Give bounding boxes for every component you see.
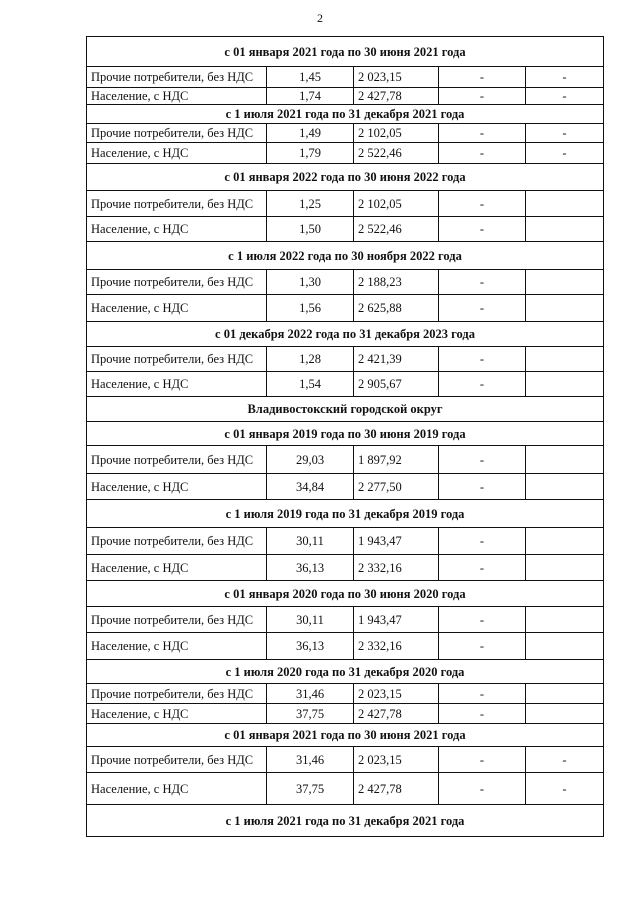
table-row: [87, 773, 604, 805]
price-cell: 2 427,78: [354, 88, 439, 105]
consumer-cell: Прочие потребители, без НДС: [87, 270, 267, 295]
consumer-cell: Население, с НДС: [87, 295, 267, 322]
period-header: с 01 января 2020 года по 30 июня 2020 года: [87, 581, 604, 607]
consumer-cell: Население, с НДС: [87, 773, 267, 805]
coefficient-cell: 1,56: [267, 295, 354, 322]
dash-cell: -: [526, 747, 604, 773]
price-cell: 2 522,46: [354, 143, 439, 164]
dash-cell: -: [439, 143, 526, 164]
dash-cell: -: [526, 143, 604, 164]
coefficient-cell: 37,75: [267, 773, 354, 805]
dash-cell: -: [439, 88, 526, 105]
table-row: [87, 372, 604, 397]
coefficient-cell: 1,30: [267, 270, 354, 295]
table-row: [87, 67, 604, 88]
price-cell: 2 023,15: [354, 747, 439, 773]
coefficient-cell: 31,46: [267, 684, 354, 704]
period-header: с 1 июля 2022 года по 30 ноября 2022 года: [87, 242, 604, 270]
table-row: [87, 295, 604, 322]
period-header-row: [87, 581, 604, 607]
dash-cell: [526, 528, 604, 555]
dash-cell: -: [439, 607, 526, 633]
price-cell: 1 943,47: [354, 528, 439, 555]
price-cell: 2 023,15: [354, 684, 439, 704]
dash-cell: [526, 555, 604, 581]
period-header: Владивостокский городской округ: [87, 397, 604, 422]
coefficient-cell: 29,03: [267, 446, 354, 474]
table-row: [87, 474, 604, 500]
dash-cell: [526, 607, 604, 633]
price-cell: 2 332,16: [354, 555, 439, 581]
coefficient-cell: 1,74: [267, 88, 354, 105]
coefficient-cell: 1,45: [267, 67, 354, 88]
consumer-cell: Население, с НДС: [87, 88, 267, 105]
table-row: [87, 747, 604, 773]
period-header-row: [87, 500, 604, 528]
table-row: [87, 555, 604, 581]
dash-cell: -: [439, 704, 526, 724]
dash-cell: -: [439, 124, 526, 143]
period-header: с 1 июля 2020 года по 31 декабря 2020 года: [87, 660, 604, 684]
consumer-cell: Население, с НДС: [87, 372, 267, 397]
dash-cell: -: [439, 773, 526, 805]
table-row: [87, 704, 604, 724]
price-cell: 2 023,15: [354, 67, 439, 88]
coefficient-cell: 31,46: [267, 747, 354, 773]
dash-cell: -: [439, 270, 526, 295]
period-header: с 01 января 2021 года по 30 июня 2021 года: [87, 37, 604, 67]
dash-cell: [526, 684, 604, 704]
table-row: [87, 217, 604, 242]
dash-cell: [526, 474, 604, 500]
dash-cell: -: [439, 474, 526, 500]
price-cell: 2 102,05: [354, 191, 439, 217]
price-cell: 2 625,88: [354, 295, 439, 322]
dash-cell: [526, 446, 604, 474]
dash-cell: -: [439, 217, 526, 242]
dash-cell: [526, 347, 604, 372]
price-cell: 1 897,92: [354, 446, 439, 474]
period-header-row: [87, 37, 604, 67]
table-row: [87, 88, 604, 105]
price-cell: 2 188,23: [354, 270, 439, 295]
price-cell: 2 427,78: [354, 773, 439, 805]
table-row: [87, 347, 604, 372]
price-cell: 2 522,46: [354, 217, 439, 242]
table-row: [87, 143, 604, 164]
dash-cell: -: [439, 633, 526, 660]
dash-cell: [526, 704, 604, 724]
consumer-cell: Прочие потребители, без НДС: [87, 124, 267, 143]
coefficient-cell: 36,13: [267, 633, 354, 660]
period-header-row: [87, 242, 604, 270]
dash-cell: [526, 191, 604, 217]
consumer-cell: Прочие потребители, без НДС: [87, 684, 267, 704]
consumer-cell: Прочие потребители, без НДС: [87, 67, 267, 88]
consumer-cell: Прочие потребители, без НДС: [87, 747, 267, 773]
dash-cell: -: [526, 773, 604, 805]
table-row: [87, 528, 604, 555]
period-header: с 1 июля 2021 года по 31 декабря 2021 года: [87, 805, 604, 837]
price-cell: 2 102,05: [354, 124, 439, 143]
consumer-cell: Прочие потребители, без НДС: [87, 446, 267, 474]
coefficient-cell: 1,25: [267, 191, 354, 217]
dash-cell: -: [439, 555, 526, 581]
coefficient-cell: 30,11: [267, 607, 354, 633]
consumer-cell: Население, с НДС: [87, 633, 267, 660]
consumer-cell: Прочие потребители, без НДС: [87, 607, 267, 633]
price-cell: 2 421,39: [354, 347, 439, 372]
dash-cell: [526, 217, 604, 242]
consumer-cell: Население, с НДС: [87, 474, 267, 500]
period-header-row: [87, 422, 604, 446]
coefficient-cell: 37,75: [267, 704, 354, 724]
period-header: с 01 января 2021 года по 30 июня 2021 года: [87, 724, 604, 747]
dash-cell: [526, 633, 604, 660]
table-row: [87, 684, 604, 704]
price-cell: 2 905,67: [354, 372, 439, 397]
coefficient-cell: 30,11: [267, 528, 354, 555]
period-header: с 1 июля 2019 года по 31 декабря 2019 года: [87, 500, 604, 528]
period-header-row: [87, 660, 604, 684]
tariff-table: [86, 36, 604, 837]
tariff-table-body: [87, 37, 604, 837]
table-row: [87, 191, 604, 217]
dash-cell: -: [439, 191, 526, 217]
dash-cell: -: [439, 295, 526, 322]
period-header-row: [87, 805, 604, 837]
consumer-cell: Прочие потребители, без НДС: [87, 528, 267, 555]
table-row: [87, 124, 604, 143]
dash-cell: -: [439, 347, 526, 372]
consumer-cell: Население, с НДС: [87, 143, 267, 164]
consumer-cell: Прочие потребители, без НДС: [87, 347, 267, 372]
coefficient-cell: 1,28: [267, 347, 354, 372]
period-header-row: [87, 322, 604, 347]
dash-cell: -: [439, 372, 526, 397]
table-row: [87, 633, 604, 660]
consumer-cell: Прочие потребители, без НДС: [87, 191, 267, 217]
coefficient-cell: 36,13: [267, 555, 354, 581]
period-header: с 01 декабря 2022 года по 31 декабря 2023 года: [87, 322, 604, 347]
period-header-row: [87, 724, 604, 747]
dash-cell: [526, 295, 604, 322]
dash-cell: -: [439, 747, 526, 773]
dash-cell: -: [439, 684, 526, 704]
dash-cell: -: [526, 124, 604, 143]
coefficient-cell: 1,54: [267, 372, 354, 397]
dash-cell: -: [439, 528, 526, 555]
dash-cell: -: [526, 67, 604, 88]
price-cell: 1 943,47: [354, 607, 439, 633]
table-row: [87, 607, 604, 633]
coefficient-cell: 1,50: [267, 217, 354, 242]
consumer-cell: Население, с НДС: [87, 704, 267, 724]
coefficient-cell: 34,84: [267, 474, 354, 500]
table-row: [87, 270, 604, 295]
consumer-cell: Население, с НДС: [87, 217, 267, 242]
coefficient-cell: 1,79: [267, 143, 354, 164]
dash-cell: -: [526, 88, 604, 105]
coefficient-cell: 1,49: [267, 124, 354, 143]
price-cell: 2 332,16: [354, 633, 439, 660]
period-header: с 01 января 2019 года по 30 июня 2019 года: [87, 422, 604, 446]
period-header-row: [87, 105, 604, 124]
period-header-row: [87, 397, 604, 422]
dash-cell: [526, 372, 604, 397]
page-number: 2: [317, 11, 323, 25]
dash-cell: -: [439, 446, 526, 474]
price-cell: 2 277,50: [354, 474, 439, 500]
period-header: с 01 января 2022 года по 30 июня 2022 года: [87, 164, 604, 191]
table-row: [87, 446, 604, 474]
period-header: с 1 июля 2021 года по 31 декабря 2021 года: [87, 105, 604, 124]
price-cell: 2 427,78: [354, 704, 439, 724]
period-header-row: [87, 164, 604, 191]
consumer-cell: Население, с НДС: [87, 555, 267, 581]
dash-cell: [526, 270, 604, 295]
dash-cell: -: [439, 67, 526, 88]
